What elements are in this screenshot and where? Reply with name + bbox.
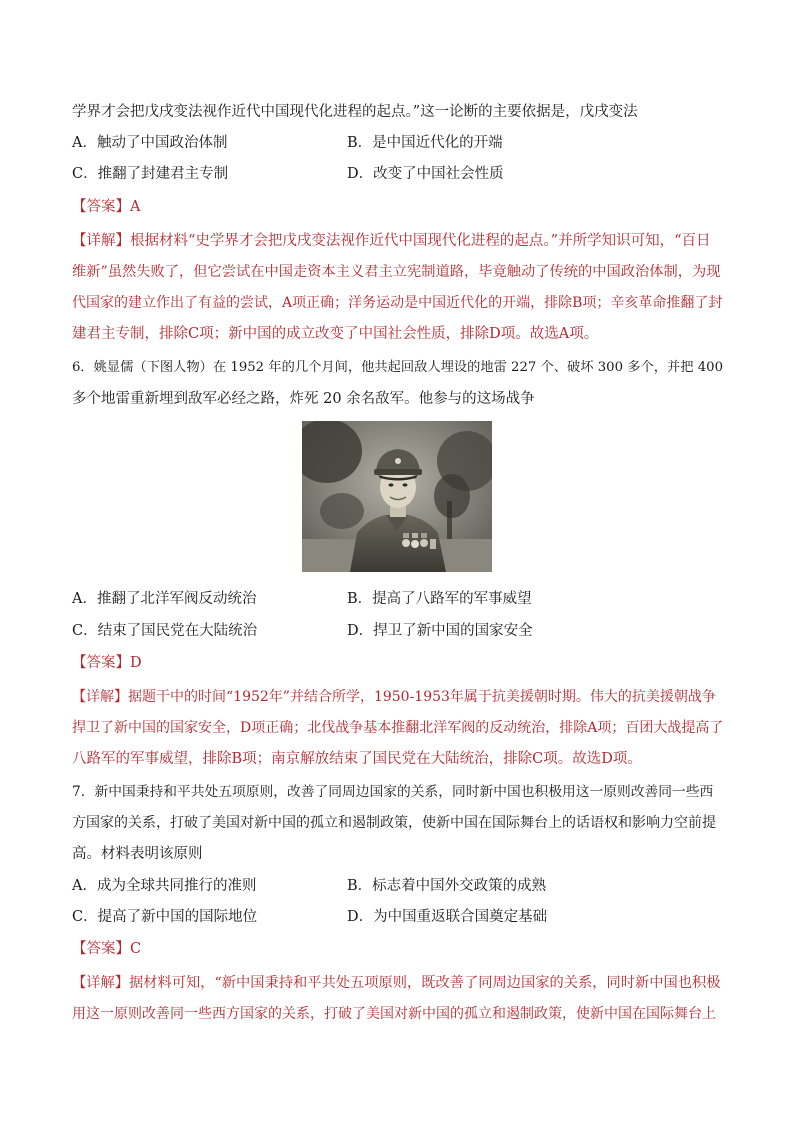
q7-stem-line-2: 方国家的关系，打破了美国对新中国的孤立和遏制政策，使新中国在国际舞台上的话语权和影响力空前提 — [72, 815, 716, 831]
q6-stem-line-2: 多个地雷重新埋到敌军必经之路，炸死 20 余名敌军。他参与的这场战争 — [72, 391, 535, 407]
q5-answer: 【答案】A — [72, 199, 141, 215]
q5-option-d: D．改变了中国社会性质 — [347, 166, 504, 182]
q7-answer: 【答案】C — [72, 941, 142, 957]
q5-explain-line-1: 【详解】根据材料“史学界才会把戊戌变法视作近代中国现代化进程的起点。”并所学知识可知，“百日 — [72, 233, 711, 249]
q5-option-a: A．触动了中国政治体制 — [72, 135, 228, 151]
q7-option-a: A．成为全球共同推行的准则 — [72, 878, 257, 894]
q6-option-c: C．结束了国民党在大陆统治 — [72, 623, 258, 639]
q6-stem-line-1: 6．姚显儒（下图人物）在 1952 年的几个月间，他共起回敌人埋设的地雷 227 个、破坏 300 多个，并把 400 — [72, 360, 724, 375]
q5-option-c: C．推翻了封建君主专制 — [72, 166, 229, 182]
q5-explain-line-4: 建君主专制，排除C项；新中国的成立改变了中国社会性质，排除D项。故选A项。 — [72, 326, 599, 342]
q6-option-a: A．推翻了北洋军阀反动统治 — [72, 591, 257, 607]
q7-option-b: B．标志着中国外交政策的成熟 — [347, 878, 547, 894]
q7-explain-line-1: 【详解】据材料可知，“新中国秉持和平共处五项原则，既改善了同周边国家的关系，同时新中国也积极 — [72, 975, 721, 991]
q7-stem-line-1: 7．新中国秉持和平共处五项原则，改善了同周边国家的关系，同时新中国也积极用这一原则改善同一些西 — [72, 784, 714, 800]
portrait-illustration — [302, 421, 492, 572]
q6-explain-line-3: 八路军的军事威望，排除B项；南京解放结束了国民党在大陆统治，排除C项。故选D项。 — [72, 751, 642, 767]
q5-explain-line-2: 维新”虽然失败了，但它尝试在中国走资本主义君主立宪制道路，毕竟触动了传统的中国政治体制，为现 — [72, 264, 721, 280]
soldier-portrait-photo — [302, 421, 492, 572]
q6-option-b: B．提高了八路军的军事威望 — [347, 591, 532, 607]
q6-answer: 【答案】D — [72, 655, 142, 671]
q7-explain-line-2: 用这一原则改善同一些西方国家的关系，打破了美国对新中国的孤立和遏制政策，使新中国在国际舞台上 — [72, 1006, 716, 1022]
q7-stem-line-3: 高。材料表明该原则 — [72, 846, 203, 862]
q6-option-d: D．捍卫了新中国的国家安全 — [347, 623, 533, 639]
q5-explain-line-3: 代国家的建立作出了有益的尝试，A项正确；洋务运动是中国近代化的开端，排除B项；辛亥革命推翻了封 — [72, 295, 723, 311]
q7-option-c: C．提高了新中国的国际地位 — [72, 909, 258, 925]
q6-explain-line-2: 捍卫了新中国的国家安全，D项正确；北伐战争基本推翻北洋军阀的反动统治，排除A项；百团大战提高了 — [72, 720, 724, 736]
q7-option-d: D．为中国重返联合国奠定基础 — [347, 909, 548, 925]
q5-option-b: B．是中国近代化的开端 — [347, 135, 503, 151]
q6-explain-line-1: 【详解】据题干中的时间“1952年”并结合所学，1950-1953年属于抗美援朝时期。伟大的抗美援朝战争 — [72, 689, 716, 705]
q5-stem-tail: 学界才会把戊戌变法视作近代中国现代化进程的起点。”这一论断的主要依据是，戊戌变法 — [72, 104, 638, 120]
